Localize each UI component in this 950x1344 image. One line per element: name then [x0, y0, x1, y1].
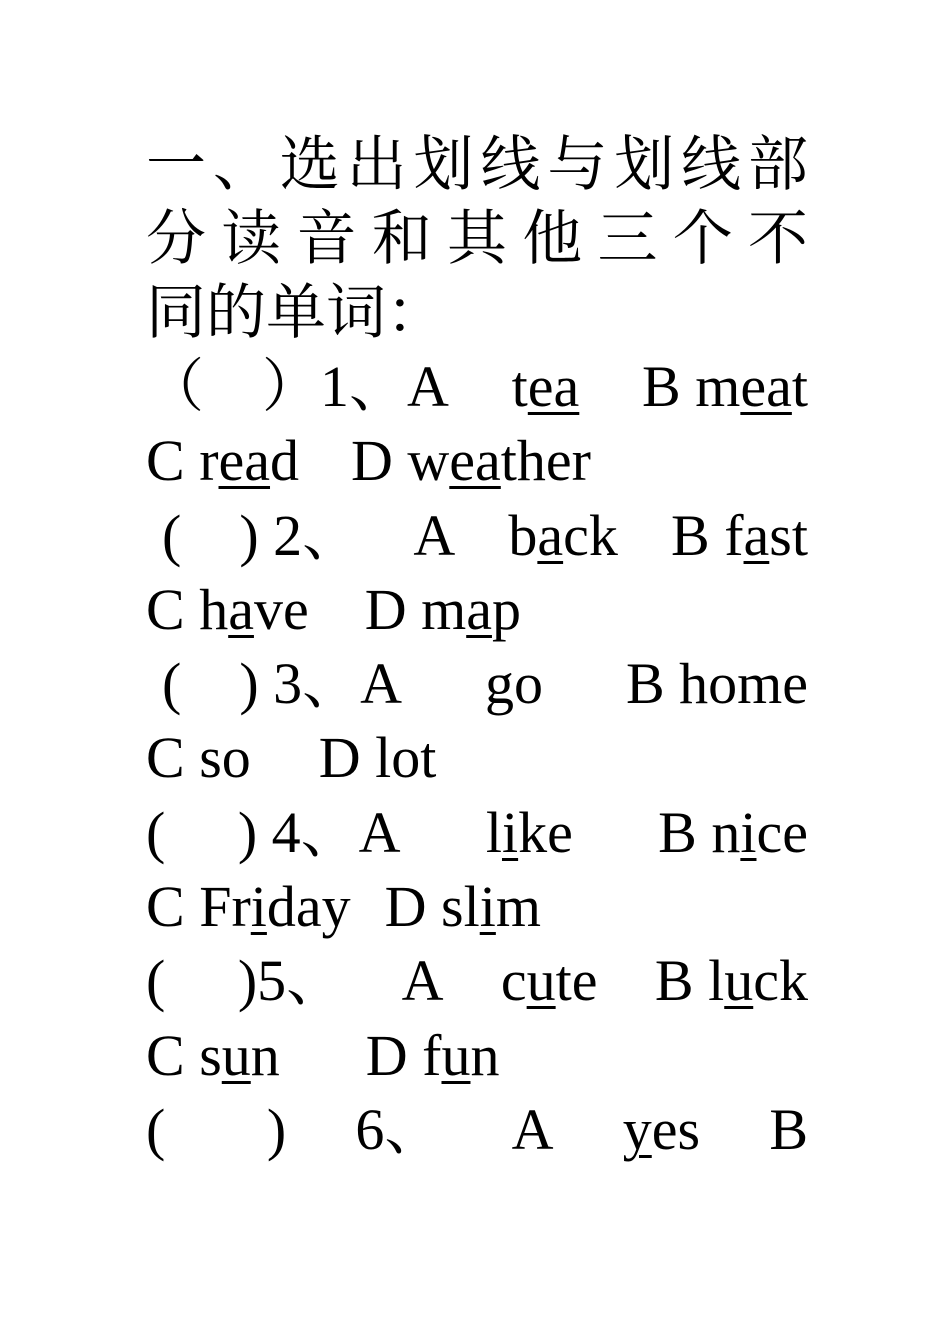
option-letter: D [318, 725, 361, 791]
underlined-letters: a [228, 576, 254, 642]
question-4-line-2 [146, 870, 808, 944]
option-letter: A [360, 651, 403, 717]
underlined-letters: i [250, 874, 267, 940]
option-letter: D [365, 1022, 408, 1088]
question-3-line-1 [146, 647, 808, 721]
option-letter: D [364, 576, 407, 642]
worksheet-content [146, 128, 808, 1167]
question-number: 4、 [271, 799, 359, 865]
option-d: D map [364, 576, 521, 642]
option-c: C read [146, 428, 300, 494]
option-letter: A [511, 1096, 554, 1162]
question-number: 2、 [273, 502, 361, 568]
option-letter: A [413, 502, 456, 568]
question-number: 1、 [320, 354, 408, 419]
option-word: back [508, 502, 618, 568]
option-b: B nice [658, 799, 808, 865]
question-3-header [146, 647, 402, 721]
option-letter: B [642, 354, 681, 419]
underlined-letters: ea [527, 354, 580, 419]
underlined-letters: a [743, 502, 770, 568]
option-word: tea [511, 354, 580, 419]
option-word: go [485, 651, 543, 717]
option-b: B meat [642, 354, 808, 419]
option-b: B fast [671, 502, 808, 568]
question-6-line-1 [146, 1093, 808, 1167]
option-word: like [485, 799, 573, 865]
question-number: 3、 [273, 651, 361, 717]
question-1-line-2 [146, 424, 808, 498]
question-5-header [146, 944, 344, 1018]
option-letter: A [407, 354, 449, 419]
option-d: D lot [318, 725, 437, 791]
option-letter: B [671, 502, 710, 568]
question-3-line-2 [146, 721, 808, 795]
option-d: D weather [351, 428, 591, 494]
option-letter: D [384, 874, 427, 940]
question-2-line-1 [146, 499, 808, 573]
question-1-line-1 [146, 350, 808, 424]
underlined-letters: u [526, 948, 556, 1014]
underlined-letters: ea [218, 428, 271, 494]
question-number: 5、 [257, 948, 345, 1014]
underlined-letters: ea [449, 428, 501, 494]
option-letter: C [146, 1022, 185, 1088]
question-1-header [146, 350, 449, 424]
underlined-letters: i [479, 874, 496, 940]
question-5-line-2 [146, 1019, 808, 1093]
option-word: yes [622, 1096, 701, 1162]
option-letter: A [358, 799, 401, 865]
option-d: D slim [384, 874, 541, 940]
underlined-letters: y [622, 1096, 652, 1162]
option-letter: B [654, 948, 694, 1014]
option-letter: B [625, 651, 665, 717]
question-4-line-1 [146, 796, 808, 870]
option-letter: C [146, 725, 185, 791]
option-letter: C [146, 576, 185, 642]
instruction-line-1: 一、选出划线与划线部 [146, 130, 808, 200]
option-letter: D [351, 428, 393, 494]
option-letter: B [769, 1096, 808, 1162]
answer-blank: （ ） [146, 354, 321, 419]
instruction-line-2: 分读音和其他三个不 [146, 204, 808, 274]
option-letter: C [146, 428, 185, 494]
option-letter: B [658, 799, 697, 865]
underlined-letters: a [466, 576, 492, 642]
question-number: 6、 [355, 1096, 443, 1162]
answer-blank: ( ) [146, 948, 258, 1014]
underlined-letters: ea [740, 354, 792, 419]
underlined-letters: a [537, 502, 564, 568]
option-word: cute [500, 948, 598, 1014]
answer-blank: ( ) [162, 651, 259, 717]
option-d: D fun [365, 1022, 500, 1088]
underlined-letters: u [441, 1022, 471, 1088]
option-c: C so [146, 725, 251, 791]
underlined-letters: u [724, 948, 754, 1014]
option-b: B luck [654, 948, 808, 1014]
answer-blank: ( ) [162, 502, 259, 568]
underlined-letters: u [221, 1022, 251, 1088]
question-2-header [146, 499, 360, 573]
option-c: C sun [146, 1022, 280, 1088]
instruction-line-3: 同的单词： [146, 278, 446, 348]
option-letter: C [146, 874, 185, 940]
underlined-letters: i [740, 799, 757, 865]
underlined-letters: i [501, 799, 519, 865]
option-c: C have [146, 576, 309, 642]
answer-blank: ( ) [146, 799, 258, 865]
question-4-header [146, 796, 401, 870]
option-letter: A [401, 948, 444, 1014]
option-c: C Friday [146, 874, 351, 940]
answer-blank: ( ) [146, 1096, 287, 1162]
question-2-line-2 [146, 573, 808, 647]
option-b: B home [625, 651, 808, 717]
question-5-line-1 [146, 944, 808, 1018]
